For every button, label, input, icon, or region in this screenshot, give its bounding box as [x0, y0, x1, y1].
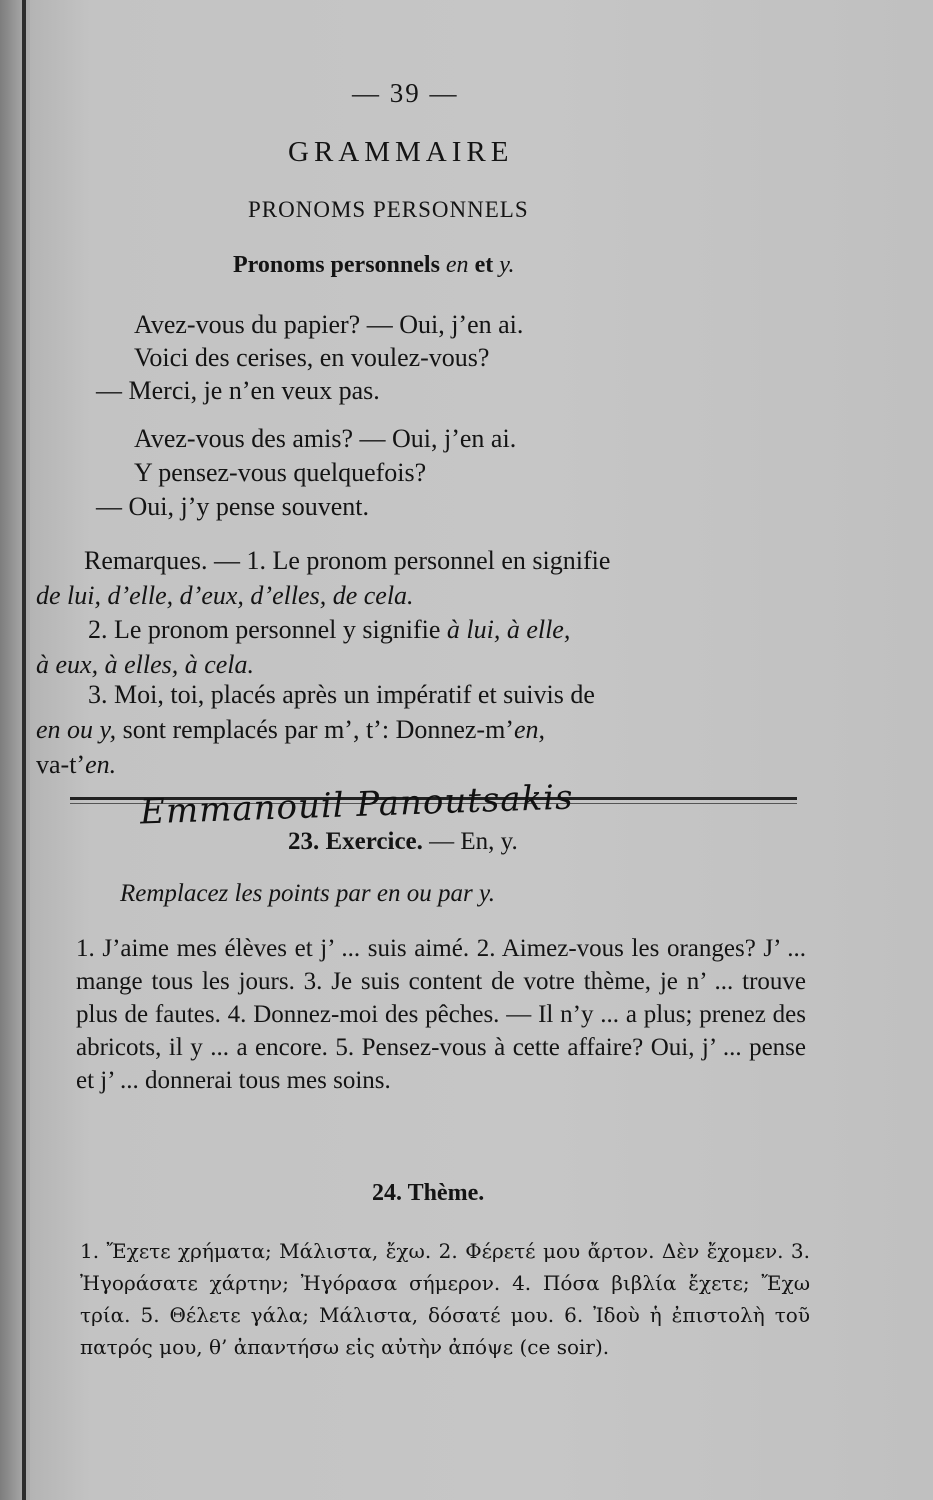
exercise-number: 23.: [288, 828, 320, 855]
heading-y: y.: [499, 252, 515, 278]
exercise-text: 1. J’aime mes élèves et j’ ... suis aimé. 2. Aimez-vous les oranges? J’ ... mange tous les jours. 3. Je suis content de votre thème, je n’ ... trouve plus de fautes. 4. Donnez-moi des pêches. — Il n’y ... a plus; prenez des abricots, il y ... a encore. 5. Pensez-vous à cette affaire? Oui, j’ ... pense et j’ ... donnerai tous mes soins.: [76, 935, 806, 1094]
theme-text: 1. Ἔχετε χρήματα; Μάλιστα, ἔχω. 2. Φέρετέ μου ἄρτον. Δὲν ἔχομεν. 3. Ἠγοράσατε χάρτην; Ἠγόρασα σήμερον. 4. Πόσα βιβλία ἔχετε; Ἔχω τρία. 5. Θέλετε γάλα; Μάλιστα, δόσατέ μου. 6. Ἰδοὺ ἡ ἐπιστολὴ τοῦ πατρός μου, θ’ ἀπαντήσω εἰς αὐτὴν ἀπόψε (ce soir).: [80, 1239, 810, 1359]
heading-text: Pronoms personnels: [233, 252, 440, 278]
dialogue-line: Voici des cerises, en voulez-vous?: [134, 343, 490, 372]
exercise-heading-rest: — En, y.: [429, 828, 518, 855]
exercise-word: Exercice.: [325, 828, 423, 855]
dialogue-line: — Oui, j’y pense souvent.: [96, 492, 369, 521]
remark-3-en: en,: [513, 715, 546, 744]
gutter-edge: [22, 0, 26, 1500]
dialogue-line: Avez-vous du papier? — Oui, j’en ai.: [134, 310, 524, 339]
remark-2-italic-b: à eux, à elles, à cela.: [36, 650, 255, 679]
remark-3-en-y: en ou y,: [36, 715, 117, 744]
chapter-title: GRAMMAIRE: [288, 136, 514, 168]
page-number: — 39 —: [352, 78, 459, 108]
remarques-label: Remarques.: [84, 546, 208, 575]
dialogue-line: Avez-vous des amis? — Oui, j’en ai.: [134, 424, 517, 453]
remark-3-va: va-t’: [36, 750, 86, 779]
remark-2-italic-a: à lui, à elle,: [446, 615, 571, 644]
theme-heading: 24. Thème.: [372, 1180, 485, 1206]
exercise-instruction: Remplacez les points par en ou par y.: [120, 880, 495, 907]
remark-3-line2: [36, 715, 545, 745]
remark-1-text: — 1. Le pronom personnel en signifie: [213, 546, 611, 575]
book-page: [30, 0, 933, 1500]
remark-3-en2: en.: [85, 750, 117, 779]
signature-text: Emmanouil Panoutsakis: [139, 777, 575, 833]
remark-2: [88, 615, 570, 645]
section-title: PRONOMS PERSONNELS: [248, 197, 529, 222]
dialogue-line: Y pensez-vous quelquefois?: [134, 458, 427, 487]
dialogue-line: — Merci, je n’en veux pas.: [96, 376, 380, 405]
heading-et: et: [474, 252, 494, 278]
remark-3-line3: [36, 750, 116, 780]
remark-3-mid: sont remplacés par m’, t’: Donnez-m’: [122, 715, 514, 744]
remark-1-italic: de lui, d’elle, d’eux, d’elles, de cela.: [36, 581, 414, 610]
heading-en: en: [445, 252, 469, 278]
remark-3-line: 3. Moi, toi, placés après un impératif et suivis de: [88, 680, 595, 709]
handwritten-signature: [139, 777, 574, 832]
exercise-heading: [288, 828, 518, 856]
subsection-heading: [233, 252, 515, 279]
remark-1: [84, 546, 610, 576]
book-gutter: [0, 0, 30, 1500]
remark-2-text: 2. Le pronom personnel y signifie: [88, 615, 441, 644]
